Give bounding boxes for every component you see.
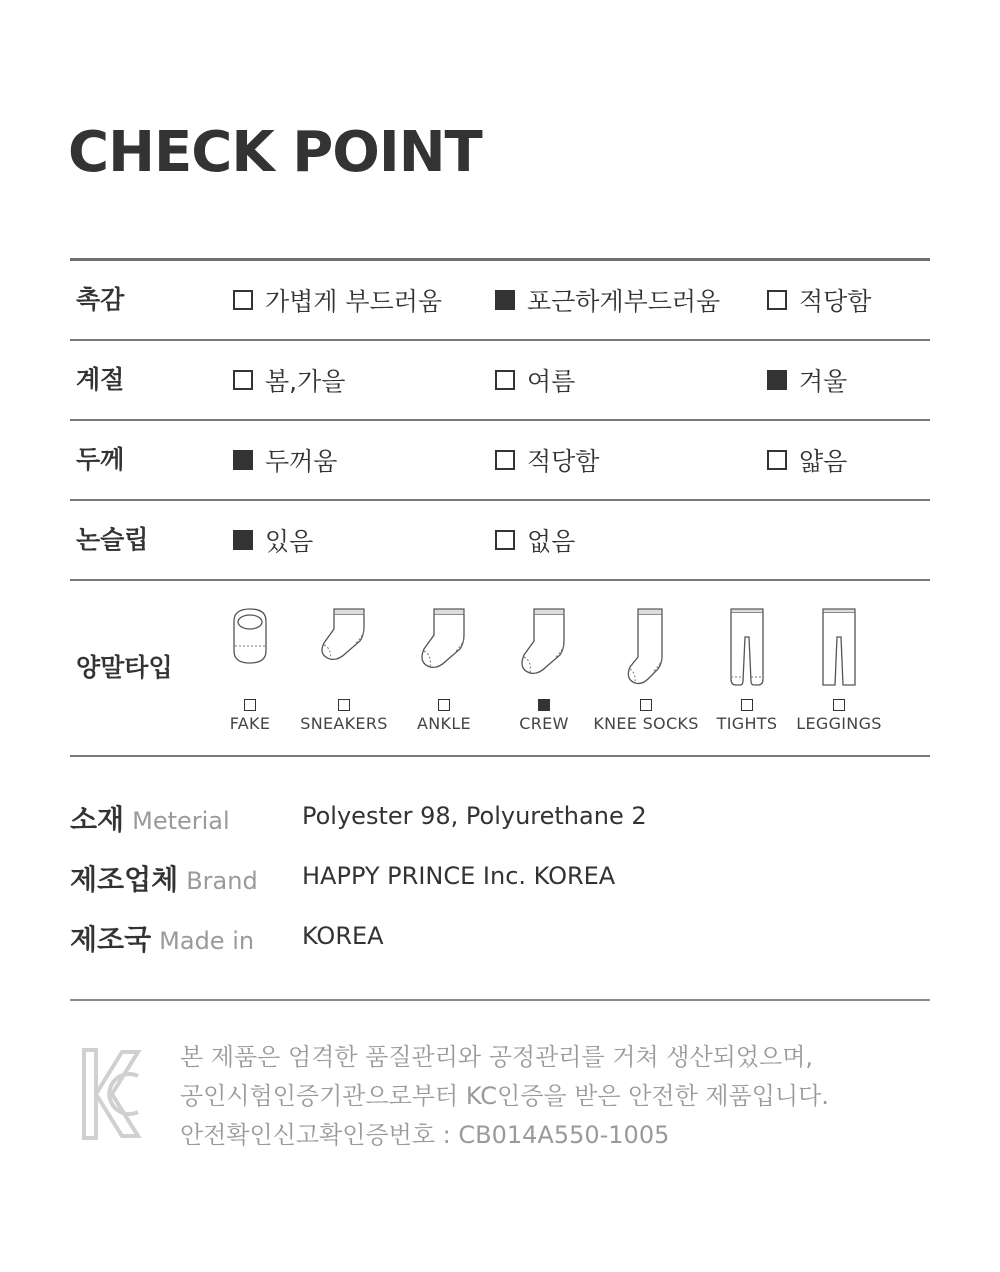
info-label-en: Meterial — [132, 807, 230, 835]
sock-type-label: SNEAKERS — [300, 714, 388, 733]
info-label — [70, 918, 254, 958]
checkbox-checked — [495, 290, 515, 310]
row-label: 양말타입 — [76, 653, 173, 682]
sock-type-leggings — [784, 581, 894, 755]
row-sock-type — [70, 581, 930, 757]
checkbox-unchecked — [495, 530, 515, 550]
kc-notice-line: 본 제품은 엄격한 품질관리와 공정관리를 거쳐 생산되었으며, — [180, 1043, 814, 1071]
option-label: 여름 — [527, 367, 576, 396]
info-value: HAPPY PRINCE Inc. KOREA — [302, 862, 616, 890]
info-label-en: Brand — [186, 867, 258, 895]
row-label: 촉감 — [76, 285, 125, 314]
kc-certification-logo-icon — [82, 1048, 142, 1140]
option-light-soft — [233, 261, 442, 339]
sock-type-label: CREW — [519, 714, 569, 733]
checkbox-unchecked — [767, 290, 787, 310]
row-season — [70, 341, 930, 421]
sock-type-label: FAKE — [229, 714, 271, 733]
row-texture — [70, 261, 930, 341]
info-label-ko: 소재 — [70, 803, 125, 836]
option-label: 포근하게부드러움 — [527, 287, 721, 316]
option-label: 두꺼움 — [265, 447, 338, 476]
checkbox-unchecked — [833, 699, 845, 711]
checkbox-unchecked — [233, 290, 253, 310]
option-label: 적당함 — [799, 287, 872, 316]
option-label: 얇음 — [799, 447, 848, 476]
kc-notice-line: 공인시험인증기관으로부터 KC인증을 받은 안전한 제품입니다. — [180, 1082, 829, 1110]
checkbox-checked — [767, 370, 787, 390]
row-non-slip — [70, 501, 930, 581]
fake-sock-icon — [230, 607, 270, 667]
option-medium — [495, 421, 599, 499]
option-label: 겨울 — [799, 367, 848, 396]
checkbox-unchecked — [244, 699, 256, 711]
info-row-made-in — [70, 910, 930, 970]
sock-type-label: LEGGINGS — [796, 714, 882, 733]
section-divider — [70, 999, 930, 1001]
row-label: 논슬립 — [76, 525, 149, 554]
option-label: 있음 — [265, 527, 314, 556]
option-thin — [767, 421, 847, 499]
checkbox-unchecked — [640, 699, 652, 711]
row-label: 계절 — [76, 365, 125, 394]
product-info — [70, 790, 930, 970]
option-no — [495, 501, 575, 579]
checkbox-checked — [233, 450, 253, 470]
leggings-icon — [819, 607, 859, 689]
knee-sock-icon — [626, 607, 666, 687]
page-title: CHECK POINT — [68, 120, 482, 185]
checkbox-checked — [233, 530, 253, 550]
kc-notice-line: 안전확인신고확인증번호 : CB014A550-1005 — [180, 1121, 670, 1149]
ankle-sock-icon — [418, 607, 470, 671]
check-point-table — [70, 258, 930, 757]
row-label: 두께 — [76, 445, 125, 474]
checkbox-unchecked — [767, 450, 787, 470]
info-row-material — [70, 790, 930, 850]
checkbox-unchecked — [338, 699, 350, 711]
info-value: KOREA — [302, 922, 384, 950]
info-label-ko: 제조국 — [70, 923, 152, 956]
sneakers-sock-icon — [318, 607, 370, 663]
option-label: 가볍게 부드러움 — [265, 287, 442, 316]
info-label — [70, 798, 230, 838]
sock-type-label: KNEE SOCKS — [593, 714, 699, 733]
option-summer — [495, 341, 575, 419]
option-moderate — [767, 261, 871, 339]
crew-sock-icon — [518, 607, 570, 677]
sock-type-label: ANKLE — [417, 714, 471, 733]
option-label: 봄,가을 — [265, 367, 346, 396]
checkbox-unchecked — [438, 699, 450, 711]
row-thickness — [70, 421, 930, 501]
info-label — [70, 858, 258, 898]
info-row-brand — [70, 850, 930, 910]
option-cozy-soft — [495, 261, 720, 339]
option-winter — [767, 341, 847, 419]
checkbox-unchecked — [741, 699, 753, 711]
info-label-ko: 제조업체 — [70, 863, 179, 896]
checkbox-unchecked — [495, 450, 515, 470]
info-label-en: Made in — [159, 927, 255, 955]
option-yes — [233, 501, 313, 579]
option-spring-fall — [233, 341, 345, 419]
checkbox-checked — [538, 699, 550, 711]
sock-type-label: TIGHTS — [716, 714, 778, 733]
option-label: 없음 — [527, 527, 576, 556]
checkbox-unchecked — [233, 370, 253, 390]
option-label: 적당함 — [527, 447, 600, 476]
tights-icon — [727, 607, 767, 689]
kc-certification-notice — [180, 1038, 829, 1155]
info-value: Polyester 98, Polyurethane 2 — [302, 802, 647, 830]
checkbox-unchecked — [495, 370, 515, 390]
option-thick — [233, 421, 337, 499]
